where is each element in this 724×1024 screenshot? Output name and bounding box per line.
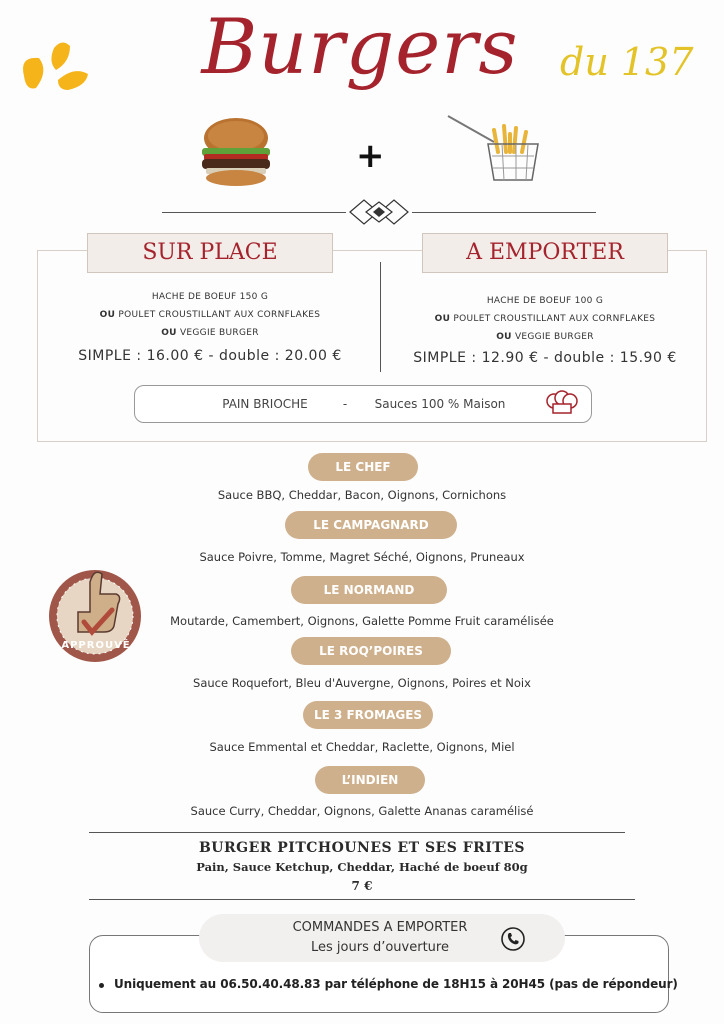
sur-place-title: SUR PLACE (87, 233, 333, 273)
a-emporter-line2: OU POULET CROUSTILLANT AUX CORNFLAKES (434, 314, 656, 324)
burger-name-pill: LE CHEF (308, 453, 418, 481)
burger-ingredients: Sauce Roquefort, Bleu d'Auvergne, Oignons, Poires et Noix (193, 676, 531, 690)
pitchounes-title: BURGER PITCHOUNES ET SES FRITES (198, 840, 526, 856)
a-emporter-price: SIMPLE : 12.90 € - double : 15.90 € (413, 350, 677, 366)
plus-sign: + (356, 136, 385, 176)
splash-logo-icon (14, 36, 94, 106)
a-emporter-line1: HACHE DE BOEUF 100 G (486, 296, 604, 306)
burger-ingredients: Moutarde, Camembert, Oignons, Galette Pomme Fruit caramélisée (170, 614, 554, 628)
burger-ingredients: Sauce Emmental et Cheddar, Raclette, Oignons, Miel (209, 740, 515, 754)
burger-name-pill: LE ROQ’POIRES (291, 637, 451, 665)
commandes-info: Uniquement au 06.50.40.48.83 par téléphone de 18H15 à 20H45 (pas de répondeur) (114, 977, 678, 991)
a-emporter-title: A EMPORTER (422, 233, 668, 273)
fries-basket-icon (446, 112, 546, 186)
pain-brioche-label: PAIN BRIOCHE (222, 397, 308, 411)
bullet-dot (99, 983, 104, 988)
burger-name-pill: LE CAMPAGNARD (285, 511, 457, 539)
burger-name-pill: LE NORMAND (291, 576, 447, 604)
sur-place-line3: OU VEGGIE BURGER (161, 328, 259, 338)
a-emporter-line3: OU VEGGIE BURGER (496, 332, 594, 342)
burger-name-pill: L’INDIEN (315, 766, 425, 794)
pitchounes-top-divider (89, 832, 625, 833)
pitchounes-description: Pain, Sauce Ketchup, Cheddar, Haché de boeuf 80g (196, 860, 528, 874)
burger-name-pill: LE 3 FROMAGES (303, 701, 433, 729)
sur-place-line1: HACHE DE BOEUF 150 G (151, 292, 269, 302)
pitchounes-price: 7 € (351, 879, 373, 893)
sur-place-price: SIMPLE : 16.00 € - double : 20.00 € (78, 348, 342, 364)
burger-ingredients: Sauce Curry, Cheddar, Oignons, Galette Ananas caramélisé (190, 804, 534, 818)
burger-ingredients: Sauce BBQ, Cheddar, Bacon, Oignons, Cornichons (217, 488, 507, 502)
pain-bar-separator: - (342, 397, 348, 411)
burger-icon (196, 114, 276, 188)
pitchounes-bottom-divider (89, 899, 635, 900)
sauces-maison-label: Sauces 100 % Maison (374, 397, 506, 411)
price-box-separator (380, 262, 381, 372)
burger-ingredients: Sauce Poivre, Tomme, Magret Séché, Oignons, Pruneaux (199, 550, 525, 564)
phone-icon (500, 926, 526, 952)
diamond-ornament-icon (346, 198, 412, 226)
sur-place-line2: OU POULET CROUSTILLANT AUX CORNFLAKES (99, 310, 321, 320)
chef-hat-icon (544, 390, 580, 416)
commandes-title: COMMANDES A EMPORTER (292, 920, 468, 935)
page-title: Burgers (201, 2, 519, 91)
commandes-subtitle: Les jours d’ouverture (311, 940, 449, 955)
approved-badge-text: APPROUVÉ (61, 640, 131, 651)
page-subtitle: du 137 (560, 40, 694, 84)
